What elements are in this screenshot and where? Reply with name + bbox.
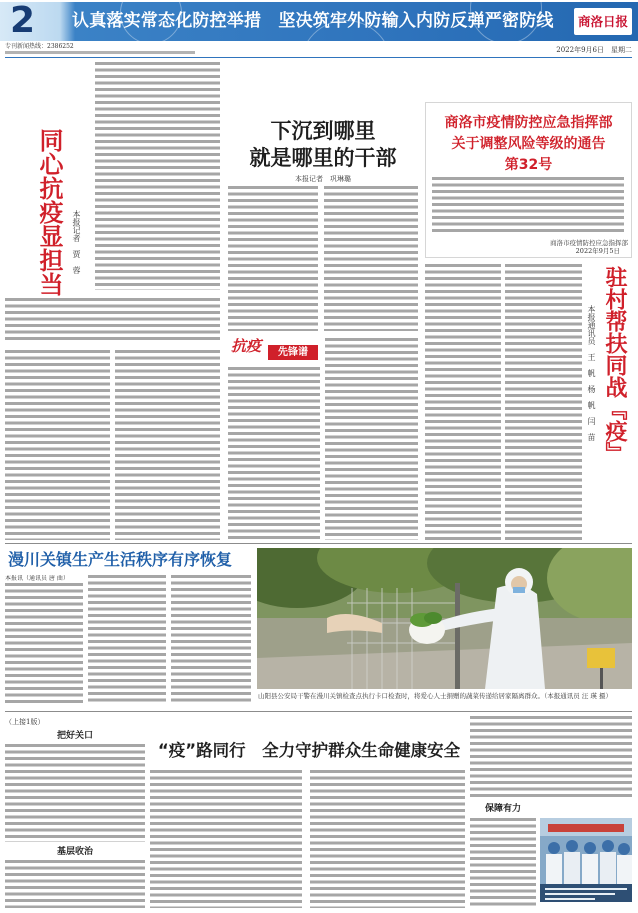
news-photo-medical-staff — [540, 818, 632, 902]
body-text — [505, 264, 582, 540]
subhead-3: 保障有力 — [484, 804, 521, 814]
notice-title-line1: 商洛市疫情防控应急指挥部 — [444, 115, 613, 131]
page-banner — [0, 2, 638, 41]
news-photo-checkpoint — [257, 548, 632, 689]
notice-signer: 商洛市疫情防控应急指挥部 — [550, 239, 628, 247]
body-text — [115, 350, 220, 540]
banner-headline: 认真落实常态化防控举措 坚决筑牢外防输入内防反弹严密防线 — [72, 11, 554, 31]
body-text — [325, 338, 418, 540]
body-text — [5, 583, 83, 705]
subhead-1: 把好关口 — [56, 731, 93, 741]
editor-credits — [5, 51, 195, 54]
continued-from-page1: （上接1版） — [5, 718, 45, 726]
article-title-yilu: “疫”路同行 全力守护群众生命健康安全 — [157, 741, 461, 760]
article-lead-manchuan: 本报讯（通讯员 唐 曲） — [5, 575, 69, 582]
article-title-zhucun: 驻村帮扶同战『疫』 — [602, 266, 627, 464]
body-text — [324, 186, 418, 331]
column-badge-left: 抗疫 — [231, 337, 262, 355]
article-byline-xiachen: 本报记者 巩琳璐 — [295, 175, 351, 183]
subhead-2: 基层收治 — [56, 847, 93, 857]
body-text — [228, 186, 318, 331]
section-divider — [5, 711, 632, 712]
article-byline-zhucun: 本报通讯员 王 帆 杨 帆 闫 苗 — [587, 305, 596, 441]
article-title-tongxin: 同心抗疫显担当 — [35, 128, 63, 296]
notice-body-text — [432, 177, 624, 235]
body-text — [425, 264, 501, 540]
body-text — [5, 744, 145, 842]
body-text — [228, 367, 320, 540]
edition-date: 2022年9月6日 星期二 — [556, 46, 632, 54]
body-text — [470, 818, 536, 908]
body-text — [470, 716, 632, 800]
body-text — [310, 770, 465, 908]
notice-title-line2: 关于调整风险等级的通告 — [451, 136, 606, 152]
article-byline-tongxin: 本报记者 贾 蓉 — [72, 210, 81, 274]
body-text — [5, 350, 110, 540]
header-rule — [5, 57, 632, 58]
article-title-manchuan: 漫川关镇生产生活秩序有序恢复 — [8, 550, 233, 569]
notice-number: 第32号 — [504, 157, 553, 173]
body-text — [171, 575, 251, 705]
section-divider — [5, 543, 632, 544]
article-title-xiachen-line1: 下沉到哪里 — [270, 119, 376, 143]
column-badge-right: 先锋谱 — [268, 345, 318, 360]
news-hotline: 专刊新闻热线：2386252 — [5, 43, 74, 50]
photo-caption-checkpoint: 山阳县公安局干警在漫川关镇检查点执行卡口检查时，将爱心人士捐赠的蔬菜传递给居家隔离群众。（本报通讯员 汪 瑛 摄） — [258, 692, 612, 700]
page-number: 2 — [10, 2, 36, 41]
article-title-xiachen-line2: 就是哪里的干部 — [249, 146, 397, 170]
body-text — [5, 860, 145, 908]
body-text — [95, 62, 220, 290]
body-text — [88, 575, 166, 705]
body-text — [5, 298, 220, 343]
masthead-logo: 商洛日报 — [574, 8, 632, 35]
body-text — [150, 770, 302, 908]
notice-date: 2022年9月5日 — [575, 247, 620, 255]
